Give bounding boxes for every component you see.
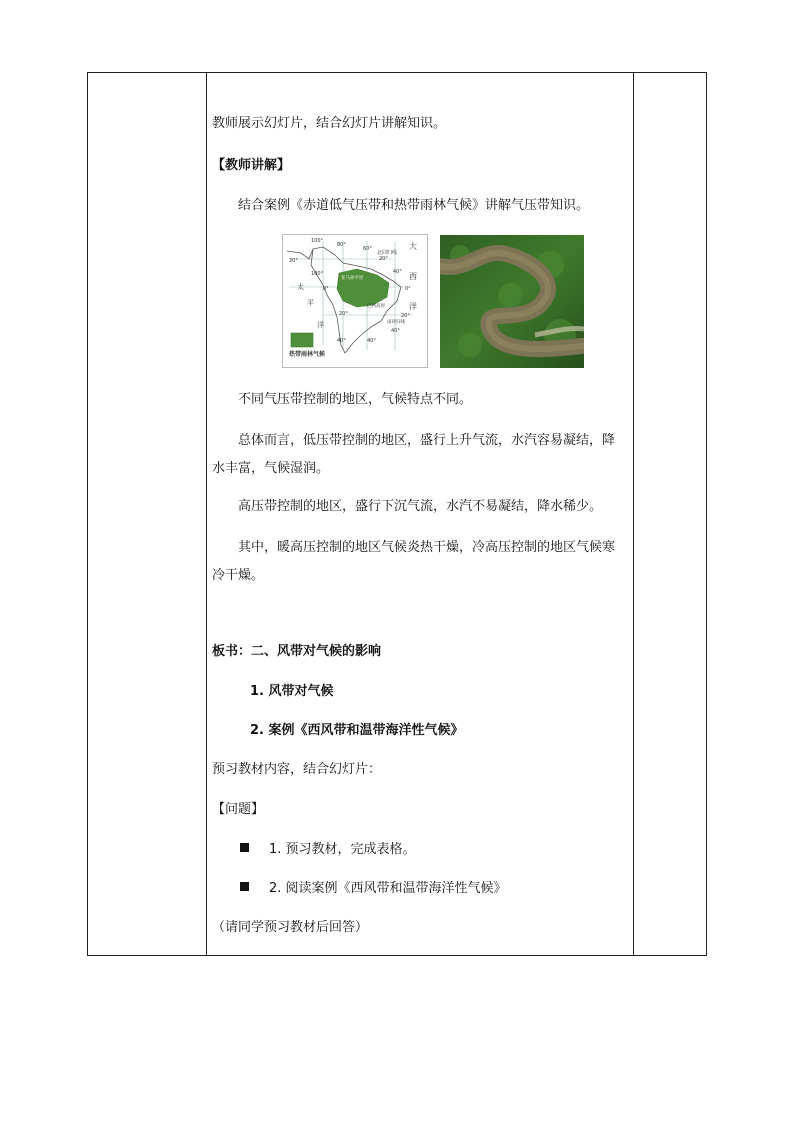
- question-item: [240, 840, 416, 860]
- map-label: 太: [297, 283, 304, 291]
- map-label: 0°: [323, 286, 329, 292]
- map-label: 40°: [393, 269, 402, 275]
- question-text: 2. 阅读案例《西风带和温带海洋性气候》: [269, 881, 507, 896]
- map-label: 80°: [337, 242, 346, 248]
- text-line: 教师展示幻灯片，结合幻灯片讲解知识。: [212, 116, 447, 131]
- section-heading: 【教师讲解】: [212, 158, 291, 173]
- text-line: 高压带控制的地区，盛行下沉气流，水汽不易凝结，降水稀少。: [238, 499, 603, 514]
- square-bullet-icon: [240, 843, 249, 852]
- table-divider-right: [633, 73, 634, 955]
- rainforest-region: [337, 269, 389, 307]
- question-text: 1. 预习教材，完成表格。: [269, 842, 416, 857]
- map-label: 西: [409, 272, 417, 281]
- text-line: 预习教材内容，结合幻灯片：: [212, 762, 382, 777]
- question-item: [240, 879, 507, 899]
- map-label: 40°: [391, 328, 400, 334]
- map-label: 20°: [379, 256, 388, 262]
- map-label: 平: [307, 299, 314, 307]
- text-line: 不同气压带控制的地区，气候特点不同。: [238, 392, 473, 407]
- map-label: 大: [409, 242, 417, 251]
- map-drawing: [283, 235, 427, 367]
- questions-heading: 【问题】: [212, 802, 265, 817]
- map-label: 北回归线: [377, 250, 398, 256]
- text-line: 结合案例《赤道低气压带和热带雨林气候》讲解气压带知识。: [238, 198, 590, 213]
- map-label: 洋: [409, 302, 417, 311]
- map-label: 20°: [339, 311, 348, 317]
- figure-group: [282, 234, 584, 369]
- map-label: 洋: [317, 321, 324, 329]
- map-label: 20°: [401, 313, 410, 319]
- map-label: 0°: [405, 286, 411, 292]
- table-divider-left: [206, 73, 207, 955]
- map-label: 20°: [289, 258, 298, 264]
- map-label: 40°: [367, 338, 376, 344]
- board-heading: 板书：二、风带对气候的影响: [212, 644, 382, 659]
- map-label: 40°: [337, 338, 346, 344]
- map-legend-label: 热带雨林气候: [289, 351, 326, 358]
- map-label: 60°: [363, 246, 372, 252]
- south-america-map: [282, 234, 428, 368]
- map-label: 南回归线: [387, 320, 405, 325]
- map-label: 100°: [311, 271, 324, 277]
- text-paragraph: 总体而言，低压带控制的地区，盛行上升气流，水汽容易凝结，降水丰富，气候湿润。: [212, 433, 616, 476]
- map-label: 亚马孙平原: [341, 276, 364, 281]
- text-line: （请同学预习教材后回答）: [212, 920, 369, 935]
- photo-drawing: [440, 235, 584, 368]
- text-paragraph: 其中，暖高压控制的地区气候炎热干燥，冷高压控制的地区气候寒冷干燥。: [212, 540, 616, 583]
- rainforest-river-photo: [440, 235, 584, 368]
- board-item: 1. 风带对气候: [250, 684, 334, 699]
- square-bullet-icon: [240, 882, 249, 891]
- legend-swatch: [291, 333, 313, 347]
- map-label: 巴西高原: [367, 304, 385, 309]
- board-item: 2. 案例《西风带和温带海洋性气候》: [250, 723, 464, 738]
- map-label: 100°: [311, 238, 324, 244]
